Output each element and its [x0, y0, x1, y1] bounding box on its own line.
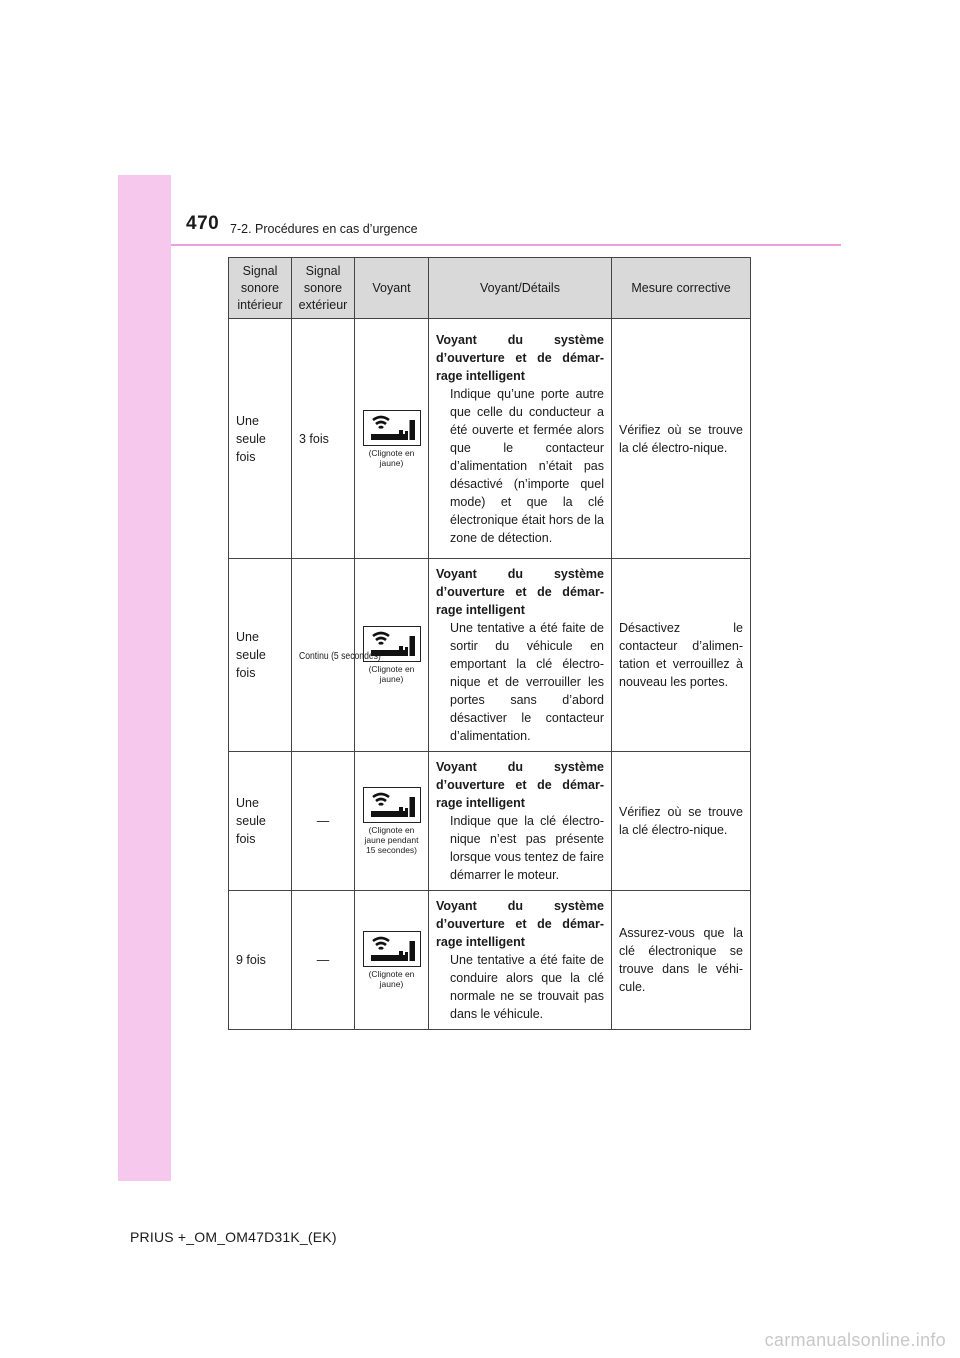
- warning-light-cell: (Clignote en jaune pendant 15 secondes): [355, 752, 429, 891]
- header-light-details: Voyant/Détails: [429, 258, 612, 319]
- smart-key-system-icon: [367, 414, 417, 442]
- corrective-action-cell: Vérifiez où se trouve la clé électro-nique.: [612, 319, 751, 559]
- light-details-cell: Voyant du système d’ouverture et de démar-rage intelligent Indique qu’une porte autre que celle du conducteur a été ouverte et fermée alors que le contacteur d’alimentation n’était pas désactivé (n’importe quel mode) et que la clé électronique était hors de la zone de détection.: [429, 319, 612, 559]
- interior-buzzer-cell: 9 fois: [229, 891, 292, 1030]
- light-details-cell: Voyant du système d’ouverture et de démar-rage intelligent Une tentative a été faite de conduire alors que la clé normale ne se trouvait pas dans le véhicule.: [429, 891, 612, 1030]
- corrective-action-cell: Assurez-vous que la clé électronique se trouve dans le véhi-cule.: [612, 891, 751, 1030]
- interior-buzzer-cell: Une seule fois: [229, 319, 292, 559]
- header-interior-buzzer: Signal sonore intérieur: [229, 258, 292, 319]
- smart-key-system-icon: [367, 935, 417, 963]
- smart-key-system-icon: [367, 791, 417, 819]
- light-details-cell: Voyant du système d’ouverture et de démar-rage intelligent Une tentative a été faite de sortir du véhicule en emportant la clé électro-nique et de verrouiller les portes sans d’abord désactiver le contacteur d’alimentation.: [429, 559, 612, 752]
- header-warning-light: Voyant: [355, 258, 429, 319]
- header-exterior-buzzer: Signal sonore extérieur: [292, 258, 355, 319]
- smart-key-system-icon: [363, 931, 421, 967]
- exterior-buzzer-cell: —: [292, 752, 355, 891]
- page-number: 470: [186, 213, 220, 234]
- table-header-row: [229, 258, 751, 319]
- table-row: [229, 752, 751, 891]
- exterior-buzzer-cell: Continu (5 secondes): [292, 559, 355, 752]
- interior-buzzer-cell: Une seule fois: [229, 559, 292, 752]
- interior-buzzer-cell: Une seule fois: [229, 752, 292, 891]
- smart-key-system-icon: [363, 410, 421, 446]
- chapter-side-band: [118, 175, 171, 1181]
- table-row: [229, 319, 751, 559]
- exterior-buzzer-cell: 3 fois: [292, 319, 355, 559]
- warning-buzzer-table: [228, 257, 751, 1030]
- section-title: 7-2. Procédures en cas d’urgence: [230, 222, 418, 236]
- table-row: [229, 891, 751, 1030]
- light-details-cell: Voyant du système d’ouverture et de démar-rage intelligent Indique que la clé électro-nique n’est pas présente lorsque vous tentez de faire démarrer le moteur.: [429, 752, 612, 891]
- warning-light-cell: (Clignote en jaune): [355, 559, 429, 752]
- watermark: carmanualsonline.info: [764, 1330, 946, 1350]
- corrective-action-cell: Vérifiez où se trouve la clé électro-nique.: [612, 752, 751, 891]
- table-row: [229, 559, 751, 752]
- footer-document-code: PRIUS +_OM_OM47D31K_(EK): [130, 1229, 337, 1245]
- warning-light-cell: (Clignote en jaune): [355, 891, 429, 1030]
- warning-light-cell: (Clignote en jaune): [355, 319, 429, 559]
- corrective-action-cell: Désactivez le contacteur d’alimen-tation et verrouillez à nouveau les portes.: [612, 559, 751, 752]
- smart-key-system-icon: [363, 787, 421, 823]
- header-corrective-action: Mesure corrective: [612, 258, 751, 319]
- exterior-buzzer-cell: —: [292, 891, 355, 1030]
- header-rule: [171, 244, 841, 246]
